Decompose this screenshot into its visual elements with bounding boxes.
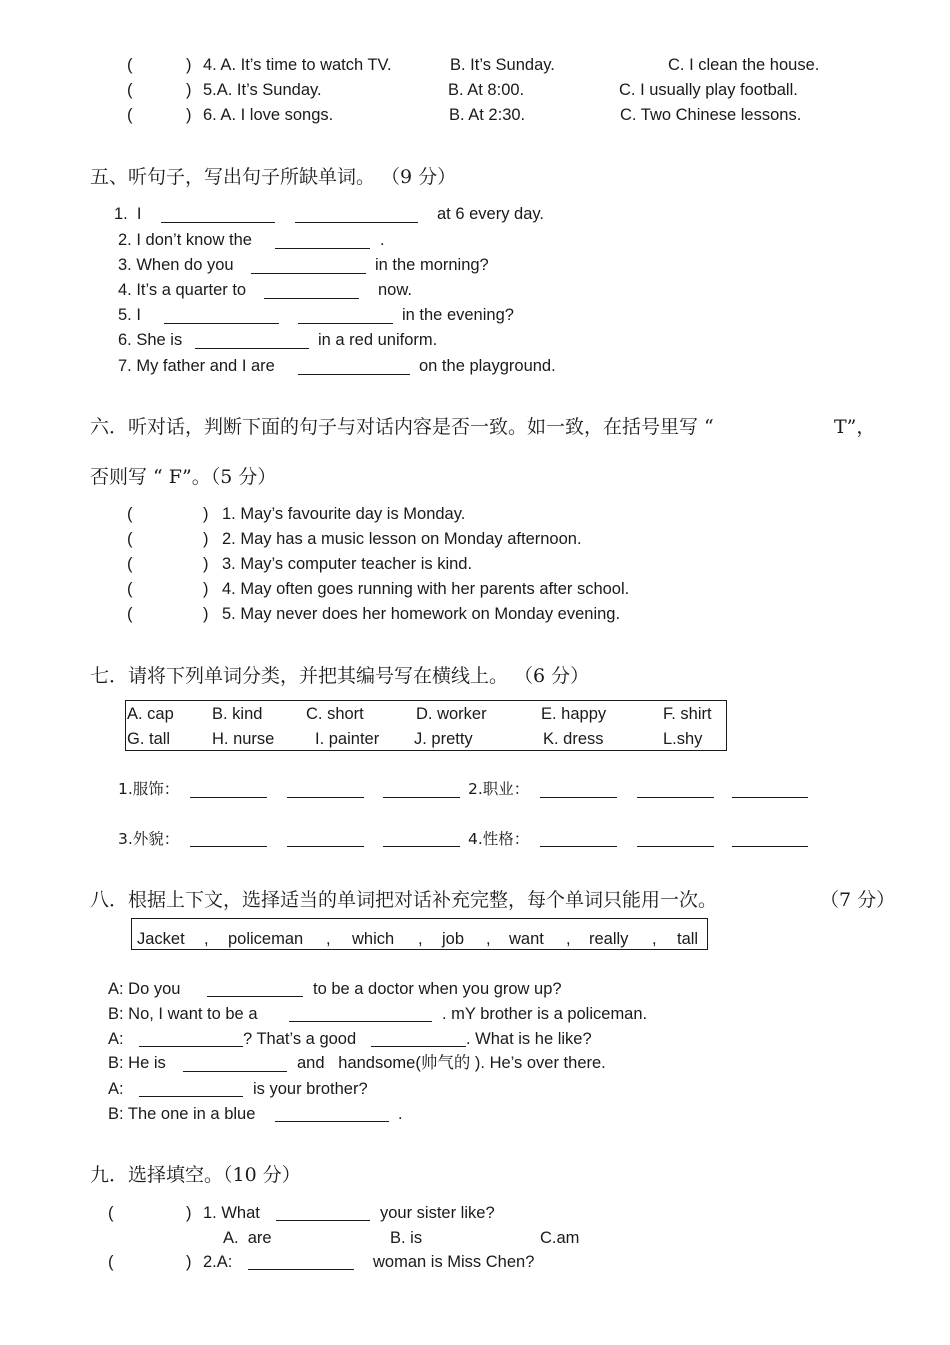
s5-item7-blank[interactable] (298, 374, 410, 375)
s5-item4-blank[interactable] (264, 298, 359, 299)
dialog-line6: B: The one in a blue (108, 1105, 256, 1123)
option-a: 4. A. It’s time to watch TV. (203, 56, 392, 74)
q1-paren-close: ) (186, 1204, 192, 1222)
paren-close: ) (186, 106, 192, 124)
q2-paren-close: ) (186, 1253, 192, 1271)
word-policeman: policeman (228, 930, 304, 948)
s5-item5-blank1[interactable] (164, 323, 279, 324)
word-g: G. tall (127, 730, 171, 748)
s5-item4-tail: now. (378, 281, 412, 299)
word-e: E. happy (541, 705, 607, 723)
word-d: D. worker (416, 705, 487, 723)
word-b: B. kind (212, 705, 263, 723)
s5-item6-blank[interactable] (195, 348, 309, 349)
option-b: B. At 8:00. (448, 81, 525, 99)
s5-item2-blank[interactable] (275, 248, 370, 249)
job-blank2[interactable] (637, 797, 714, 798)
paren-close: ) (203, 555, 209, 573)
option-a: 5.A. It’s Sunday. (203, 81, 322, 99)
statement: 5. May never does her homework on Monday evening. (222, 605, 621, 623)
s5-item7-text: 7. My father and I are (118, 357, 275, 375)
paren-close: ) (186, 81, 192, 99)
word-c: C. short (306, 705, 364, 723)
q2-tail: woman is Miss Chen? (373, 1253, 535, 1271)
dialog-line4-blank[interactable] (183, 1071, 287, 1072)
s5-item3-text: 3. When do you (118, 256, 234, 274)
paren-open: ( (127, 530, 133, 548)
q2-text: 2.A: (203, 1253, 233, 1271)
word-a: A. cap (127, 705, 174, 723)
dialog-line1-tail: to be a doctor when you grow up? (313, 980, 562, 998)
section7-heading: 七．请将下列单词分类，并把其编号写在横线上。 （6 分） (90, 665, 590, 687)
s5-item6-tail: in a red uniform. (318, 331, 438, 349)
option-c: C. I clean the house. (668, 56, 820, 74)
option-a: 6. A. I love songs. (203, 106, 334, 124)
word-want: want (509, 930, 544, 948)
s5-item5-text: 5. I (118, 306, 141, 324)
q2-blank[interactable] (248, 1269, 354, 1270)
paren-close: ) (203, 505, 209, 523)
s5-item1-blank2[interactable] (295, 222, 418, 223)
category-appearance-label: 3.外貌： (118, 830, 180, 848)
comma: , (486, 930, 491, 948)
option-b: B. At 2:30. (449, 106, 526, 124)
word-jacket: Jacket (137, 930, 185, 948)
q1-paren-open: ( (108, 1204, 114, 1222)
option-c: C. I usually play football. (619, 81, 798, 99)
job-blank1[interactable] (540, 797, 617, 798)
paren-open: ( (127, 580, 133, 598)
s5-item1-tail: at 6 every day. (437, 205, 545, 223)
s5-item3-blank[interactable] (251, 273, 366, 274)
q1-option-a: A. are (223, 1229, 272, 1247)
comma: , (326, 930, 331, 948)
clothing-blank2[interactable] (287, 797, 364, 798)
appearance-blank3[interactable] (383, 846, 460, 847)
category-personality-label: 4.性格： (468, 830, 530, 848)
s5-item3-tail: in the morning? (375, 256, 489, 274)
personality-blank3[interactable] (732, 846, 808, 847)
q1-text: 1. What (203, 1204, 260, 1222)
dialog-line1-blank[interactable] (207, 996, 303, 997)
appearance-blank2[interactable] (287, 846, 364, 847)
clothing-blank3[interactable] (383, 797, 460, 798)
dialog-line5: A: (108, 1080, 124, 1098)
word-which: which (352, 930, 395, 948)
word-k: K. dress (543, 730, 604, 748)
dialog-line4-tail: and handsome(帅气的 ). He’s over there. (297, 1054, 606, 1072)
word-job: job (442, 930, 465, 948)
section6-heading-line2: 否则写 “ F”。（5 分） (90, 466, 277, 488)
dialog-line6-tail: . (398, 1105, 403, 1123)
paren-close: ) (186, 56, 192, 74)
paren-open: ( (127, 555, 133, 573)
section6-heading-line1: 六．听对话，判断下面的句子与对话内容是否一致。如一致，在括号里写 “ (90, 416, 714, 438)
personality-blank2[interactable] (637, 846, 714, 847)
personality-blank1[interactable] (540, 846, 617, 847)
option-b: B. It’s Sunday. (450, 56, 555, 74)
statement: 3. May’s computer teacher is kind. (222, 555, 473, 573)
word-l: L.shy (663, 730, 703, 748)
dialog-line2: B: No, I want to be a (108, 1005, 258, 1023)
appearance-blank1[interactable] (190, 846, 267, 847)
paren-open: ( (127, 505, 133, 523)
paren-close: ) (203, 580, 209, 598)
dialog-line6-blank[interactable] (275, 1121, 389, 1122)
dialog-line3-blank1[interactable] (139, 1046, 243, 1047)
category-clothing-label: 1.服饰： (118, 780, 180, 798)
word-f: F. shirt (663, 705, 712, 723)
dialog-line3-blank2[interactable] (371, 1046, 466, 1047)
section5-heading: 五、听句子，写出句子所缺单词。 （9 分） (90, 166, 457, 188)
q1-option-b: B. is (390, 1229, 423, 1247)
q2-paren-open: ( (108, 1253, 114, 1271)
s5-item5-blank2[interactable] (298, 323, 393, 324)
statement: 4. May often goes running with her parents after school. (222, 580, 630, 598)
statement: 2. May has a music lesson on Monday afternoon. (222, 530, 582, 548)
category-job-label: 2.职业： (468, 780, 530, 798)
s5-item5-tail: in the evening? (402, 306, 514, 324)
word-tall: tall (677, 930, 699, 948)
paren-close: ) (203, 530, 209, 548)
q1-blank[interactable] (276, 1220, 370, 1221)
word-j: J. pretty (414, 730, 473, 748)
dialog-line5-blank[interactable] (139, 1096, 243, 1097)
q1-option-c: C.am (540, 1229, 580, 1247)
s5-item4-text: 4. It’s a quarter to (118, 281, 247, 299)
comma: , (652, 930, 657, 948)
job-blank3[interactable] (732, 797, 808, 798)
paren-open: ( (127, 605, 133, 623)
paren-open: ( (127, 106, 133, 124)
word-really: really (589, 930, 629, 948)
paren-open: ( (127, 81, 133, 99)
word-h: H. nurse (212, 730, 275, 748)
s5-item7-tail: on the playground. (419, 357, 556, 375)
dialog-line3: A: (108, 1030, 124, 1048)
dialog-line3-tail: . What is he like? (466, 1030, 592, 1048)
dialog-line2-tail: . mY brother is a policeman. (442, 1005, 648, 1023)
q1-tail: your sister like? (380, 1204, 495, 1222)
s5-item2-tail: . (380, 231, 385, 249)
comma: , (566, 930, 571, 948)
section6-heading-t: T”， (834, 416, 876, 438)
s5-item2-text: 2. I don’t know the (118, 231, 252, 249)
word-i: I. painter (315, 730, 380, 748)
section8-score: （7 分） (820, 889, 896, 911)
clothing-blank1[interactable] (190, 797, 267, 798)
statement: 1. May’s favourite day is Monday. (222, 505, 466, 523)
comma: , (418, 930, 423, 948)
dialog-line2-blank[interactable] (289, 1021, 432, 1022)
paren-open: ( (127, 56, 133, 74)
dialog-line4: B: He is (108, 1054, 166, 1072)
dialog-line3-mid: ? That’s a good (243, 1030, 357, 1048)
dialog-line5-tail: is your brother? (253, 1080, 368, 1098)
comma: , (204, 930, 209, 948)
s5-item6-text: 6. She is (118, 331, 183, 349)
paren-close: ) (203, 605, 209, 623)
option-c: C. Two Chinese lessons. (620, 106, 802, 124)
section8-heading: 八．根据上下文，选择适当的单词把对话补充完整，每个单词只能用一次。 (90, 889, 718, 911)
s5-item1-text: 1. I (114, 205, 142, 223)
s5-item1-blank1[interactable] (161, 222, 275, 223)
dialog-line1: A: Do you (108, 980, 181, 998)
section9-heading: 九．选择填空。（10 分） (90, 1164, 301, 1186)
